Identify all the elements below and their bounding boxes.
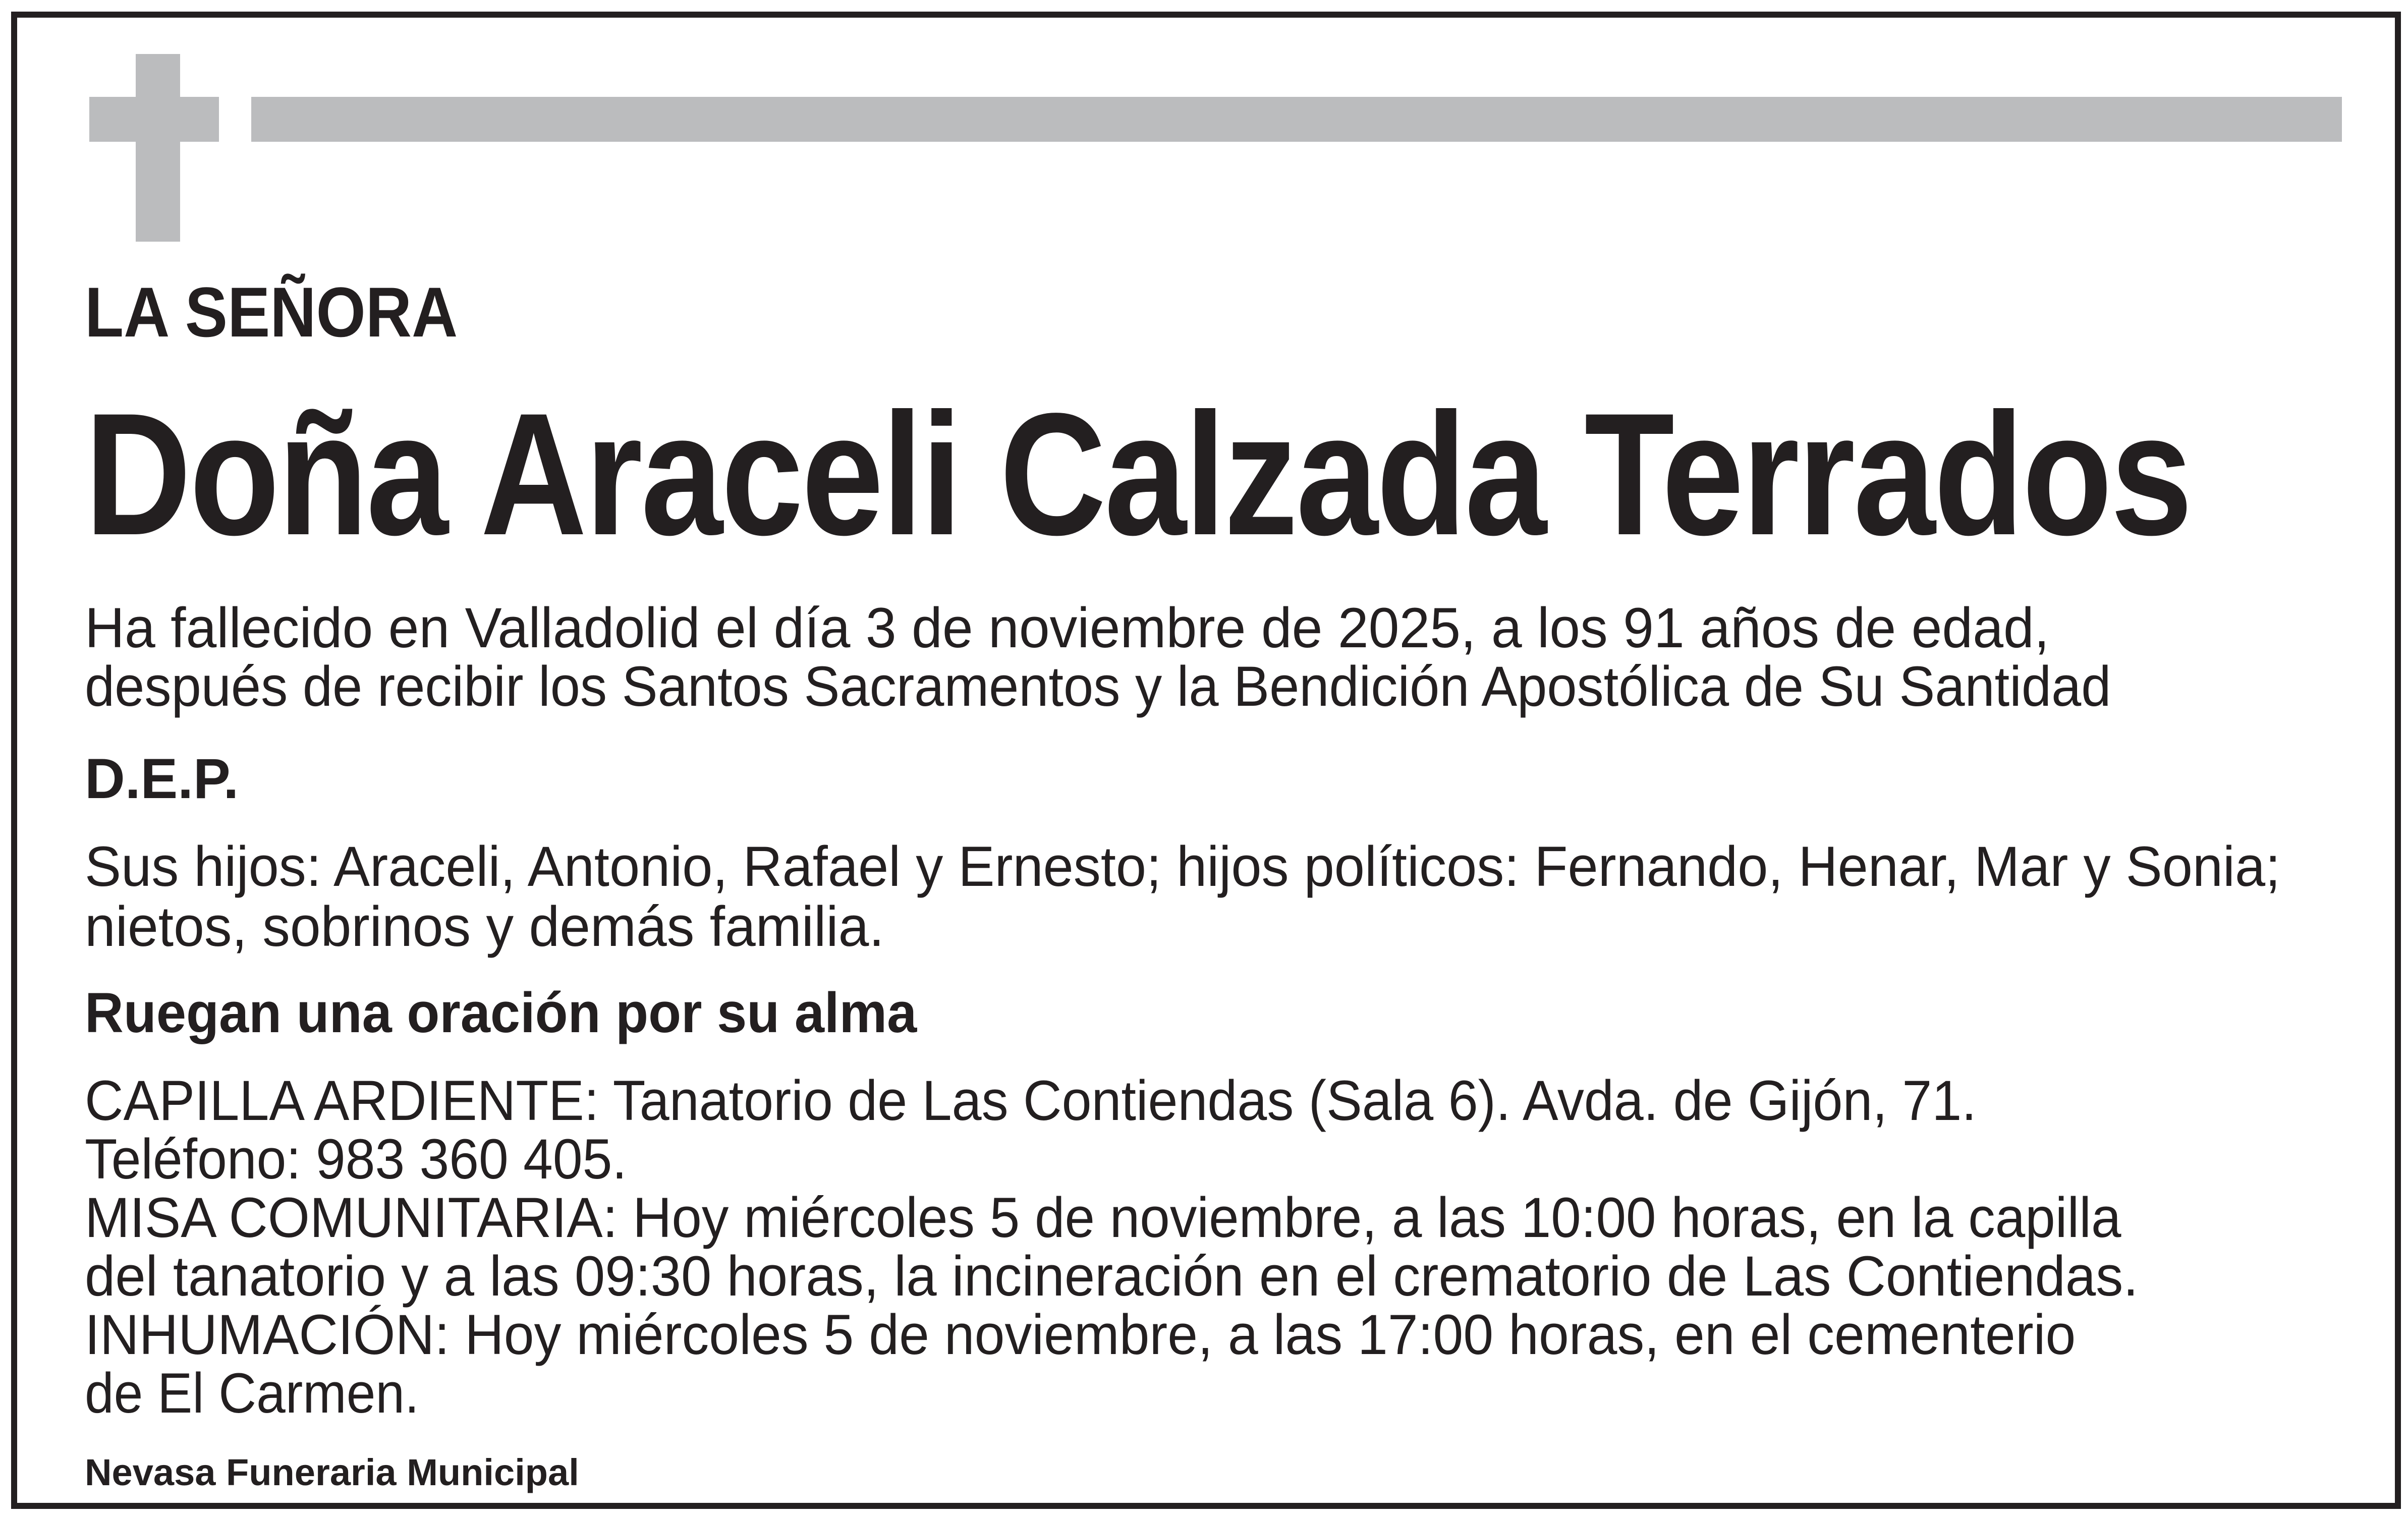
rip-label: D.E.P. <box>85 747 239 810</box>
announcement-line: después de recibir los Santos Sacramentos y la Bendición Apostólica de Su Santidad <box>85 655 2111 718</box>
honorific: LA SEÑORA <box>85 272 458 352</box>
prayer-request: Ruegan una oración por su alma <box>85 981 917 1044</box>
header-rule-bar <box>251 97 2342 142</box>
family-line: Sus hijos: Araceli, Antonio, Rafael y Ernesto; hijos políticos: Fernando, Henar, Mar y Sonia; <box>85 835 2281 898</box>
cross-icon-vertical <box>136 54 180 242</box>
service-line: INHUMACIÓN: Hoy miércoles 5 de noviembre, a las 17:00 horas, en el cementerio <box>85 1303 2076 1366</box>
announcement-line: Ha fallecido en Valladolid el día 3 de noviembre de 2025, a los 91 años de edad, <box>85 596 2050 659</box>
service-line: del tanatorio y a las 09:30 horas, la incineración en el crematorio de Las Contiendas. <box>85 1245 2139 1308</box>
service-line: Teléfono: 983 360 405. <box>85 1128 627 1191</box>
funeral-home-name: Nevasa Funeraria Municipal <box>85 1451 579 1493</box>
family-line: nietos, sobrinos y demás familia. <box>85 895 884 958</box>
service-line: MISA COMUNITARIA: Hoy miércoles 5 de noviembre, a las 10:00 horas, en la capilla <box>85 1186 2121 1249</box>
deceased-name: Doña Araceli Calzada Terrados <box>85 377 2191 572</box>
service-line: CAPILLA ARDIENTE: Tanatorio de Las Contiendas (Sala 6). Avda. de Gijón, 71. <box>85 1069 1977 1132</box>
service-line: de El Carmen. <box>85 1362 419 1425</box>
cross-icon-horizontal <box>89 97 219 142</box>
